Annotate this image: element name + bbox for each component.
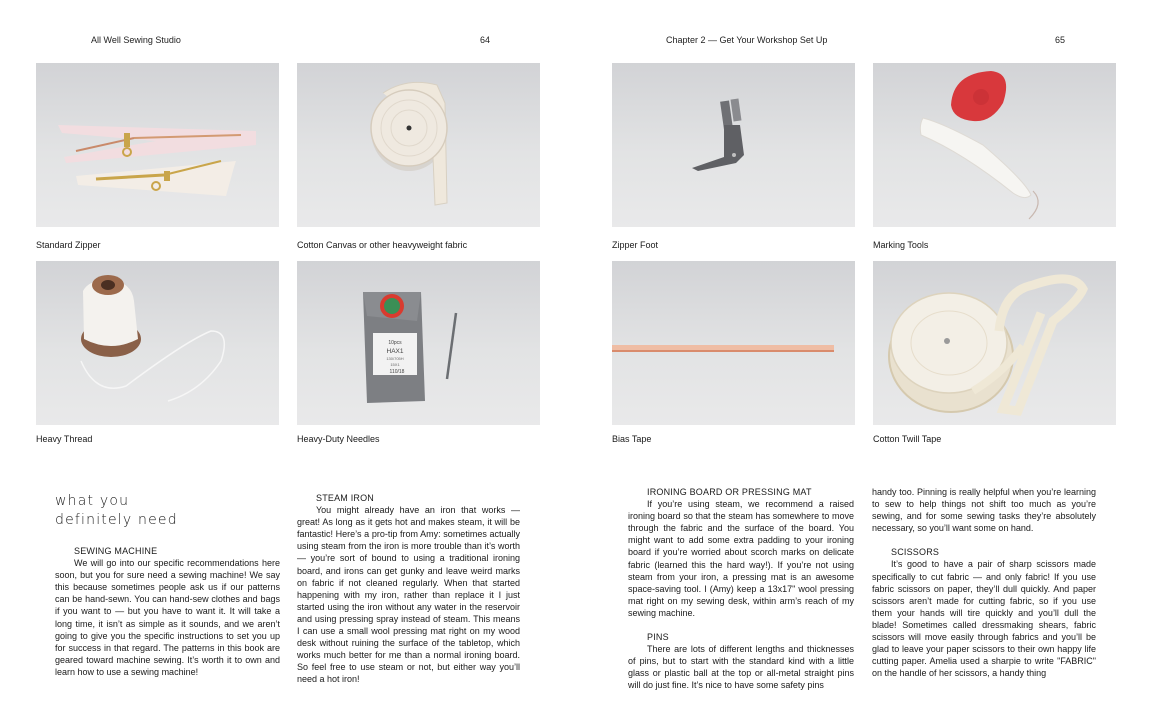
zipper-foot-icon [612,63,855,227]
body-scissors: It’s good to have a pair of sharp scissors made specifically to cut fabric — and only fabric! If you use fabric scissors on paper, they’ll dull quickly. And paper scissors aren’t made for cutting fabric, so if you use them your hands will tire quickly and you’ll dull the blade! Sometimes called dressmaking shears, fabric scissors will move easily through fabrics and you’ll be glad to leave your paper scissors to their own happy life cutting paper. Amelia used a sharpie to write "FABRIC" on the handle of her scissors, a handy thing [872,559,1096,679]
body-pins-continued: handy too. Pinning is really helpful when you’re learning to sew to help things not shift too much as you’re sewing, and for some sewing tasks they’re absolutely necessary, so you’ll want some on hand. [872,487,1096,534]
caption-needles: Heavy-Duty Needles [297,434,380,444]
marking-tools-icon [873,63,1116,227]
column-ironing-pins [628,486,854,692]
pack-type: HAX1 [386,348,404,355]
running-head-left: All Well Sewing Studio [91,35,181,45]
heading-sewing-machine: SEWING MACHINE [74,546,158,556]
thread-spool-photo [36,261,279,425]
marking-tools-photo [873,63,1116,227]
heading-steam-iron: STEAM IRON [316,493,375,503]
body-pins: There are lots of different lengths and thicknesses of pins, but to start with the standard kind with a little glass or plastic ball at the top or all-metal straight pins will do just fine. It’s nice to have some safety pins [628,644,854,691]
zipper-icon [36,63,279,227]
pack-size: 110/18 [389,369,405,375]
body-ironing-board: If you’re using steam, we recommend a raised ironing board so that the steam has somewhere to move through the fabric and the surface of the board. You might want to add some extra padding to your ironing board if you’re worried about scorch marks on delicate fabric (learned this the hard way!). If you’re not using steam from your iron, a pressing mat is an awesome space-saving tool. I (Amy) keep a 13x17" wool pressing mat right on my sewing desk, within arm’s reach of my sewing machine. [628,499,854,618]
heading-ironing-board: IRONING BOARD OR PRESSING MAT [647,487,812,497]
pack-code: 15X1 [390,362,400,367]
caption-twill-tape: Cotton Twill Tape [873,434,942,444]
thread-spool-icon [36,261,279,425]
zipper-foot-photo [612,63,855,227]
section-title-line-1: what you [55,493,130,509]
zipper-photo [36,63,279,227]
needle-pack-photo [297,261,540,425]
heading-pins: PINS [647,632,669,643]
pack-system: 130/705H [386,356,404,361]
twill-tape-icon [873,261,1116,425]
page-number-right: 65 [1055,35,1066,45]
caption-bias-tape: Bias Tape [612,434,652,444]
pack-count: 10pcs [388,340,402,346]
column-steam-iron [297,492,520,686]
heading-scissors: SCISSORS [891,547,940,558]
bias-tape-icon [612,261,855,425]
canvas-roll-photo [297,63,540,227]
running-head-right: Chapter 2 — Get Your Workshop Set Up [666,35,828,45]
body-steam-iron: You might already have an iron that works — great! As long as it gets hot and makes steam, it will be fantastic! Here’s a pro-tip from Amy: sometimes actually using steam from the iron is more trouble than it’s worth — you’re sort of bound to using a traditional ironing board, and irons can get gunky and leave weird marks on fabric if not cleaned regularly. When that started happening with my iron, rather than replace it I just started using the iron without any water in the reservoir and using pressing spray instead of steam. This means I can use a small wool pressing mat right on my wood desk without ruining the surface of the tabletop, which works much better for me than a normal ironing board. So feel free to use steam or not, but either way you’ll need a hot iron! [297,505,520,685]
caption-marking-tools: Marking Tools [873,240,929,250]
caption-cotton-canvas: Cotton Canvas or other heavyweight fabric [297,240,468,250]
section-title [55,492,178,530]
canvas-roll-icon [297,63,540,227]
section-title-line-2: definitely need [55,512,178,528]
column-pins-scissors [872,486,1096,679]
column-sewing-machine [55,545,280,678]
body-sewing-machine: We will go into our specific recommendations here soon, but you for sure need a sewing machine! We say this because sometimes people ask us if our patterns can be hand-sewn. You can hand-sew clothes and bags if you want to — but you have to want it. It will take a long time, it isn’t as simple as it sounds, and we aren’t going to give you the specific instructions to set you up for success in that regard. The patterns in this book are geared toward machine sewing. It’s worth it to own and learn how to use a sewing machine! [55,558,280,677]
caption-heavy-thread: Heavy Thread [36,434,93,444]
needle-pack-icon [297,261,540,425]
bias-tape-photo [612,261,855,425]
page-number-left: 64 [480,35,491,45]
caption-zipper-foot: Zipper Foot [612,240,659,250]
caption-standard-zipper: Standard Zipper [36,240,101,250]
twill-tape-photo [873,261,1116,425]
